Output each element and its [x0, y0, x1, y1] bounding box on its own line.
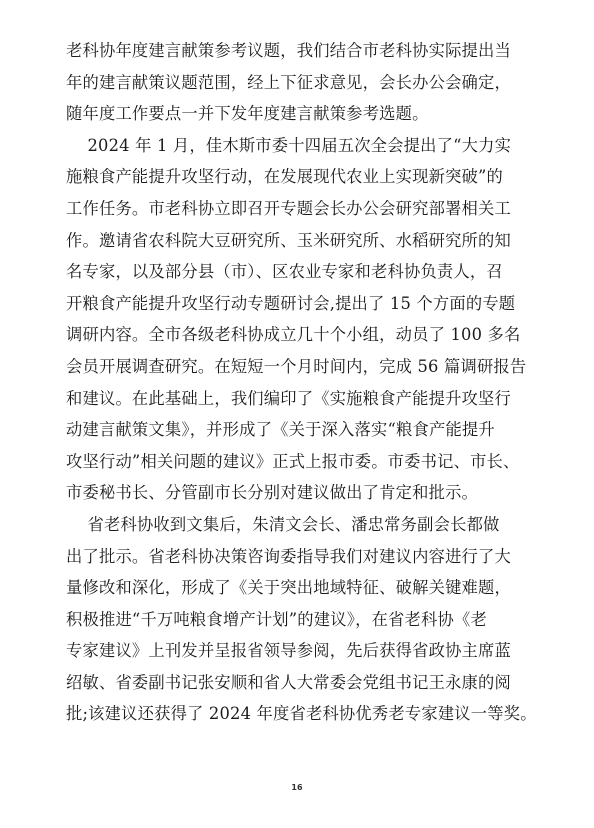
text-line: 积极推进“千万吨粮食增产计划”的建议》，在省老科协《老 — [66, 609, 487, 629]
text-line: 会员开展调查研究。在短短一个月时间内，完成 56 篇调研报告 — [66, 356, 527, 376]
text-line: 作。邀请省农科院大豆研究所、玉米研究所、水稻研究所的知 — [66, 230, 511, 250]
text-line: 量修改和深化，形成了《关于突出地域特征、破解关键难题， — [66, 578, 511, 598]
text-line: 市委秘书长、分管副市长分别对建议做出了肯定和批示。 — [66, 483, 479, 503]
text-line: 攻坚行动”相关问题的建议》正式上报市委。市委书记、市长、 — [66, 451, 520, 471]
text-line: 和建议。在此基础上，我们编印了《实施粮食产能提升攻坚行 — [66, 388, 511, 408]
text-line: 出了批示。省老科协决策咨询委指导我们对建议内容进行了大 — [66, 546, 511, 566]
text-line: 老科协年度建言献策参考议题，我们结合市老科协实际提出当 — [66, 41, 511, 60]
page-number: 16 — [291, 783, 303, 792]
text-line: 开粮食产能提升攻坚行动专题研讨会,提出了 15 个方面的专题 — [66, 293, 516, 313]
text-line: 工作任务。市老科协立即召开专题会长办公会研究部署相关工 — [66, 198, 511, 218]
text-line: 绍敏、省委副书记张安顺和省人大常委会党组书记王永康的阅 — [66, 672, 511, 692]
text-line: 动建言献策文集》，并形成了《关于深入落实“粮食产能提升 — [66, 420, 495, 440]
text-line: 年的建言献策议题范围，经上下征求意见，会长办公会确定， — [66, 72, 511, 92]
text-line: 随年度工作要点一并下发年度建言献策参考选题。 — [66, 104, 429, 124]
text-line: 施粮食产能提升攻坚行动，在发展现代农业上实现新突破”的 — [66, 167, 504, 187]
body-text — [66, 35, 536, 730]
text-line: 调研内容。全市各级老科协成立几十个小组，动员了 100 多名 — [66, 325, 521, 345]
text-line: 专家建议》上刊发并呈报省领导参阅，先后获得省政协主席蓝 — [66, 641, 511, 661]
text-line: 省老科协收到文集后，朱清文会长、潘忠常务副会长都做 — [66, 514, 500, 534]
text-line: 2024 年 1 月，佳木斯市委十四届五次全会提出了“大力实 — [66, 135, 512, 155]
text-line: 批;该建议还获得了 2024 年度省老科协优秀老专家建议一等奖。 — [66, 704, 537, 724]
text-line: 名专家，以及部分县（市）、区农业专家和老科协负责人，召 — [66, 262, 503, 282]
